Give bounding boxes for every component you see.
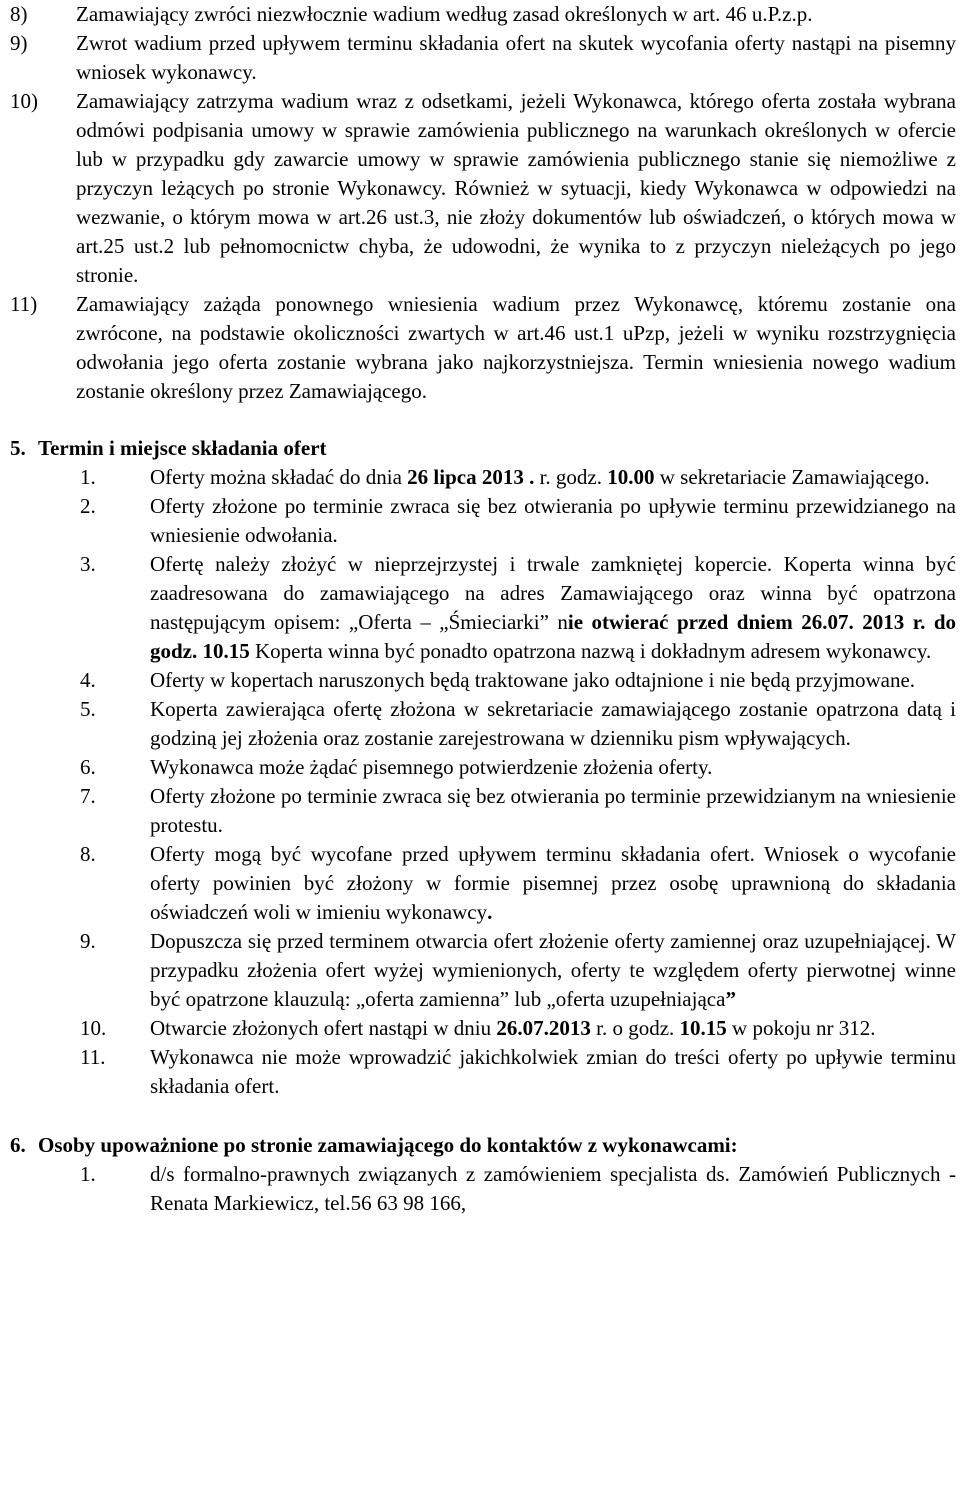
- list-item: [0, 666, 960, 695]
- item-text: [150, 697, 956, 750]
- text-run: Otwarcie złożonych ofert nastąpi w dniu: [150, 1016, 497, 1040]
- item-number: 8.: [80, 842, 96, 866]
- section-title: Osoby upoważnione po stronie zamawiającego do kontaktów z wykonawcami:: [38, 1133, 738, 1157]
- item-number: 3.: [80, 552, 96, 576]
- text-run: Oferty mogą być wycofane przed upływem terminu składania ofert. Wniosek o wycofanie oferty powinien być złożony w formie pisemnej przez osobę uprawnioną do składania oświadczeń woli w imieniu wykonawcy: [150, 842, 956, 924]
- spacer: [0, 406, 960, 434]
- item-number: 6.: [80, 755, 96, 779]
- text-run: Wykonawca może żądać pisemnego potwierdzenie złożenia oferty.: [150, 755, 713, 779]
- item-number: 8): [10, 2, 28, 26]
- item-text: [150, 784, 956, 837]
- text-run: Oferty można składać do dnia: [150, 465, 408, 489]
- bold-text-run: ”: [725, 987, 736, 1011]
- item-number: 5.: [80, 697, 96, 721]
- list-item: [0, 0, 960, 29]
- bold-text-run: 10.00: [607, 465, 655, 489]
- bold-text-run: ie otwierać przed dniem 26.07. 2013 r. do godz. 10.15: [150, 610, 956, 663]
- section-heading-6: [0, 1131, 960, 1160]
- list-item: [0, 753, 960, 782]
- list-item: [0, 927, 960, 1014]
- list-item: [0, 840, 960, 927]
- item-text: [150, 494, 956, 547]
- wadium-list: [0, 0, 960, 406]
- item-number: 10.: [80, 1016, 107, 1040]
- section-heading-5: [0, 434, 960, 463]
- list-item: [0, 550, 960, 666]
- item-number: 4.: [80, 668, 96, 692]
- spacer: [0, 1101, 960, 1131]
- text-run: Oferty złożone po terminie zwraca się bez otwierania po upływie terminu przewidzianego na wniesienie odwołania.: [150, 494, 956, 547]
- text-run: w pokoju nr 312.: [726, 1016, 876, 1040]
- item-text: [150, 668, 915, 692]
- list-item: [0, 463, 960, 492]
- item-text: [150, 929, 956, 1011]
- text-run: Koperta winna być ponadto opatrzona nazwą i dokładnym adresem wykonawcy.: [249, 639, 932, 663]
- list-item: [0, 29, 960, 87]
- list-item: [0, 1043, 960, 1101]
- contact-persons-list: [0, 1160, 960, 1218]
- item-text: Zamawiający zażąda ponownego wniesienia wadium przez Wykonawcę, któremu zostanie ona zwrócone, na podstawie okoliczności zwartych w art.46 ust.1 uPzp, jeżeli w wyniku rozstrzygnięcia odwołania jego oferta zostanie wybrana jako najkorzystniejsza. Termin wniesienia nowego wadium zostanie określony przez Zamawiającego.: [76, 292, 956, 403]
- list-item: [0, 290, 960, 406]
- item-number: 11.: [80, 1045, 106, 1069]
- item-text: [150, 465, 930, 489]
- text-run: Koperta zawierająca ofertę złożona w sekretariacie zamawiającego zostanie opatrzona datą i godziną jej złożenia oraz zostanie zarejestrowana w dzienniku pism wpływających.: [150, 697, 956, 750]
- bold-text-run: 10.15: [679, 1016, 727, 1040]
- item-number: 11): [10, 292, 38, 316]
- list-item: [0, 1014, 960, 1043]
- text-run: Ofertę należy złożyć w nieprzejrzystej i trwale zamkniętej kopercie. Koperta winna być zaadresowana do zamawiającego na adres Zamawiającego oraz winna być opatrzona następującym opisem: „Oferta – „Śmieciarki” n: [150, 552, 956, 634]
- item-text: [150, 552, 956, 663]
- item-number: 9): [10, 31, 28, 55]
- item-text: Zamawiający zwróci niezwłocznie wadium według zasad określonych w art. 46 u.P.z.p.: [76, 2, 813, 26]
- item-text: [150, 842, 956, 924]
- bold-text-run: 26 lipca 2013 .: [407, 465, 535, 489]
- list-item: [0, 782, 960, 840]
- item-text: [150, 755, 712, 779]
- section-number: 6.: [10, 1133, 26, 1157]
- text-run: Wykonawca nie może wprowadzić jakichkolwiek zmian do treści oferty po upływie terminu składania ofert.: [150, 1045, 956, 1098]
- section-number: 5.: [10, 436, 26, 460]
- list-item: [0, 87, 960, 290]
- item-number: 1.: [80, 1162, 96, 1186]
- item-number: 7.: [80, 784, 96, 808]
- text-run: r. godz.: [534, 465, 608, 489]
- item-number: 10): [10, 89, 38, 113]
- bold-text-run: 26.07.2013: [496, 1016, 591, 1040]
- list-item: [0, 492, 960, 550]
- text-run: Oferty w kopertach naruszonych będą traktowane jako odtajnione i nie będą przyjmowane.: [150, 668, 916, 692]
- list-item: [0, 695, 960, 753]
- section-title: Termin i miejsce składania ofert: [38, 436, 327, 460]
- item-text: [150, 1016, 876, 1040]
- item-text: Zwrot wadium przed upływem terminu składania ofert na skutek wycofania oferty nastąpi na pisemny wniosek wykonawcy.: [76, 31, 956, 84]
- item-text: d/s formalno-prawnych związanych z zamówieniem specjalista ds. Zamówień Publicznych - Renata Markiewicz, tel.56 63 98 166,: [150, 1162, 956, 1215]
- list-item: [0, 1160, 960, 1218]
- item-number: 9.: [80, 929, 96, 953]
- bold-text-run: .: [487, 900, 493, 924]
- item-text: Zamawiający zatrzyma wadium wraz z odsetkami, jeżeli Wykonawca, którego oferta została wybrana odmówi podpisania umowy w sprawie zamówienia publicznego na warunkach określonych w ofercie lub w przypadku gdy zawarcie umowy w sprawie zamówienia publicznego stanie się niemożliwe z przyczyn leżących po stronie Wykonawcy. Również w sytuacji, kiedy Wykonawca w odpowiedzi na wezwanie, o którym mowa w art.26 ust.3, nie złoży dokumentów lub oświadczeń, o których mowa w art.25 ust.2 lub pełnomocnictw chyba, że udowodni, że wynika to z przyczyn nieleżących po jego stronie.: [76, 89, 956, 287]
- text-run: r. o godz.: [590, 1016, 680, 1040]
- item-number: 2.: [80, 494, 96, 518]
- item-text: [150, 1045, 956, 1098]
- text-run: w sekretariacie Zamawiającego.: [654, 465, 930, 489]
- text-run: Oferty złożone po terminie zwraca się bez otwierania po terminie przewidzianym na wniesienie protestu.: [150, 784, 956, 837]
- text-run: Dopuszcza się przed terminem otwarcia ofert złożenie oferty zamiennej oraz uzupełniającej. W przypadku złożenia ofert wyżej wymienionych, oferty te względem oferty pierwotnej winne być opatrzone klauzulą: „oferta zamienna” lub „oferta uzupełniająca: [150, 929, 956, 1011]
- offer-terms-list: [0, 463, 960, 1101]
- item-number: 1.: [80, 465, 96, 489]
